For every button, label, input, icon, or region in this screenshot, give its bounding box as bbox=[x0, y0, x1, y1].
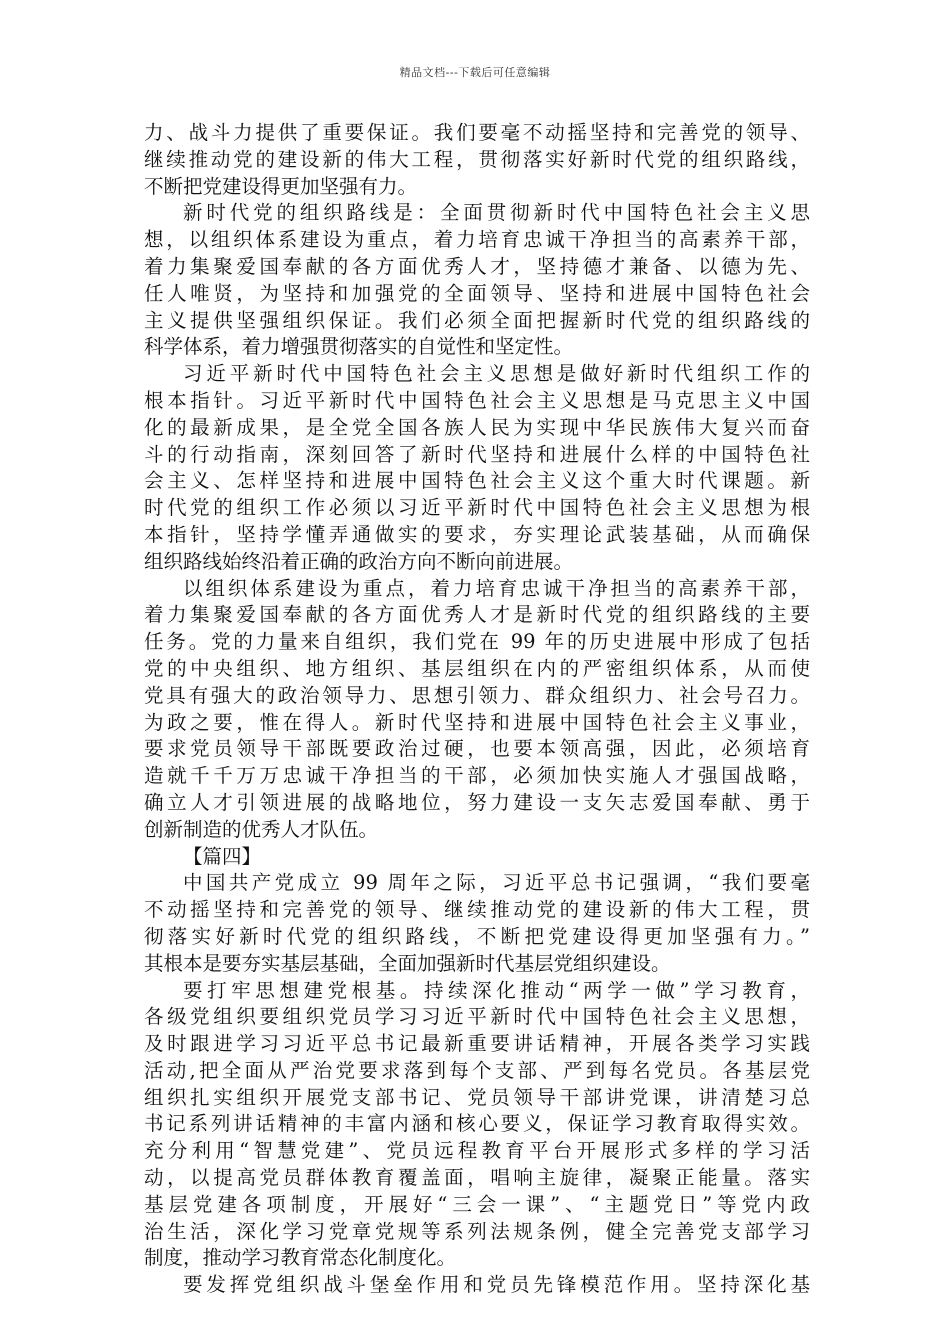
text-line: 以组织体系建设为重点，着力培育忠诚干净担当的高素养干部， bbox=[183, 576, 810, 600]
text-line: 各级党组织要组织党员学习习近平新时代中国特色社会主义思想， bbox=[144, 1005, 810, 1029]
paragraph bbox=[144, 978, 810, 1273]
text-line: 充分利用“智慧党建”、党员远程教育平台开展形式多样的学习活 bbox=[144, 1139, 810, 1163]
paragraph bbox=[144, 870, 810, 977]
text-line: 组织路线始终沿着正确的政治方向不断向前进展。 bbox=[144, 549, 574, 573]
paragraph bbox=[144, 200, 810, 361]
text-line: 新时代党的组织路线是：全面贯彻新时代中国特色社会主义思 bbox=[183, 201, 810, 225]
text-line: 造就千千万万忠诚干净担当的干部，必须加快实施人才强国战略， bbox=[144, 764, 810, 788]
text-line: 化的最新成果，是全党全国各族人民为实现中华民族伟大复兴而奋 bbox=[144, 415, 810, 439]
text-line: 继续推动党的建设新的伟大工程，贯彻落实好新时代党的组织路线， bbox=[144, 147, 810, 171]
text-line: 及时跟进学习习近平总书记最新重要讲话精神，开展各类学习实践 bbox=[144, 1032, 810, 1056]
text-line: 主义提供坚强组织保证。我们必须全面把握新时代党的组织路线的 bbox=[144, 308, 810, 332]
text-line: 动，以提高党员群体教育覆盖面，唱响主旋律，凝聚正能量。落实 bbox=[144, 1166, 810, 1190]
text-line: 党具有强大的政治领导力、思想引领力、群众组织力、社会号召力。 bbox=[144, 683, 810, 707]
text-line: 要发挥党组织战斗堡垒作用和党员先锋模范作用。坚持深化基 bbox=[183, 1273, 810, 1297]
text-line: 着力集聚爱国奉献的各方面优秀人才是新时代党的组织路线的主要 bbox=[144, 603, 810, 627]
text-line: 活动,把全面从严治党要求落到每个支部、严到每名党员。各基层党 bbox=[144, 1058, 810, 1082]
text-line: 时代党的组织工作必须以习近平新时代中国特色社会主义思想为根 bbox=[144, 496, 810, 520]
text-line: 习近平新时代中国特色社会主义思想是做好新时代组织工作的 bbox=[183, 362, 810, 386]
paragraph bbox=[144, 120, 810, 200]
text-line: 组织扎实组织开展党支部书记、党员领导干部讲党课，讲清楚习总 bbox=[144, 1085, 810, 1109]
text-line: 创新制造的优秀人才队伍。 bbox=[144, 817, 379, 841]
text-line: 任务。党的力量来自组织，我们党在 99 年的历史进展中形成了包括 bbox=[144, 630, 810, 654]
paragraph bbox=[144, 1272, 810, 1299]
text-line: 力、战斗力提供了重要保证。我们要毫不动摇坚持和完善党的领导、 bbox=[144, 121, 810, 144]
text-line: 确立人才引领进展的战略地位，努力建设一支矢志爱国奉献、勇于 bbox=[144, 790, 810, 814]
paragraph bbox=[144, 576, 810, 844]
text-line: 不动摇坚持和完善党的领导、继续推动党的建设新的伟大工程，贯 bbox=[144, 898, 810, 922]
text-line: 斗的行动指南，深刻回答了新时代坚持和进展什么样的中国特色社 bbox=[144, 442, 810, 466]
text-line: 要求党员领导干部既要政治过硬，也要本领高强，因此，必须培育 bbox=[144, 737, 810, 761]
text-line: 会主义、怎样坚持和进展中国特色社会主义这个重大时代课题。新 bbox=[144, 469, 810, 493]
text-line: 要打牢思想建党根基。持续深化推动“两学一做”学习教育， bbox=[183, 978, 810, 1002]
text-line: 基层党建各项制度，开展好“三会一课”、“主题党日”等党内政 bbox=[144, 1192, 810, 1216]
text-line: 任人唯贤，为坚持和加强党的全面领导、坚持和进展中国特色社会 bbox=[144, 281, 810, 305]
text-line: 根本指针。习近平新时代中国特色社会主义思想是马克思主义中国 bbox=[144, 388, 810, 412]
text-line: 本指针，坚持学懂弄通做实的要求，夯实理论武装基础，从而确保 bbox=[144, 522, 810, 546]
heading-text: 【篇四】 bbox=[183, 844, 262, 868]
text-line: 想，以组织体系建设为重点，着力培育忠诚干净担当的高素养干部， bbox=[144, 228, 810, 252]
text-line: 其根本是要夯实基层基础，全面加强新时代基层党组织建设。 bbox=[144, 951, 671, 975]
section-heading bbox=[144, 844, 810, 871]
text-line: 书记系列讲话精神的丰富内涵和核心要义，保证学习教育取得实效。 bbox=[144, 1112, 810, 1136]
text-line: 治生活，深化学习党章党规等系列法规条例，健全完善党支部学习 bbox=[144, 1219, 810, 1243]
text-line: 中国共产党成立 99 周年之际，习近平总书记强调，“我们要毫 bbox=[183, 871, 810, 895]
document-body bbox=[144, 120, 810, 1299]
text-line: 制度，推动学习教育常态化制度化。 bbox=[144, 1246, 457, 1270]
text-line: 不断把党建设得更加坚强有力。 bbox=[144, 174, 418, 198]
text-line: 着力集聚爱国奉献的各方面优秀人才，坚持德才兼备、以德为先、 bbox=[144, 254, 810, 278]
text-line: 彻落实好新时代党的组织路线，不断把党建设得更加坚强有力。” bbox=[144, 924, 810, 948]
text-line: 科学体系，着力增强贯彻落实的自觉性和坚定性。 bbox=[144, 335, 574, 359]
text-line: 党的中央组织、地方组织、基层组织在内的严密组织体系，从而使 bbox=[144, 656, 810, 680]
text-line: 为政之要，惟在得人。新时代坚持和进展中国特色社会主义事业， bbox=[144, 710, 810, 734]
paragraph bbox=[144, 361, 810, 575]
page-header: 精品文档---下载后可任意编辑 bbox=[399, 66, 551, 79]
